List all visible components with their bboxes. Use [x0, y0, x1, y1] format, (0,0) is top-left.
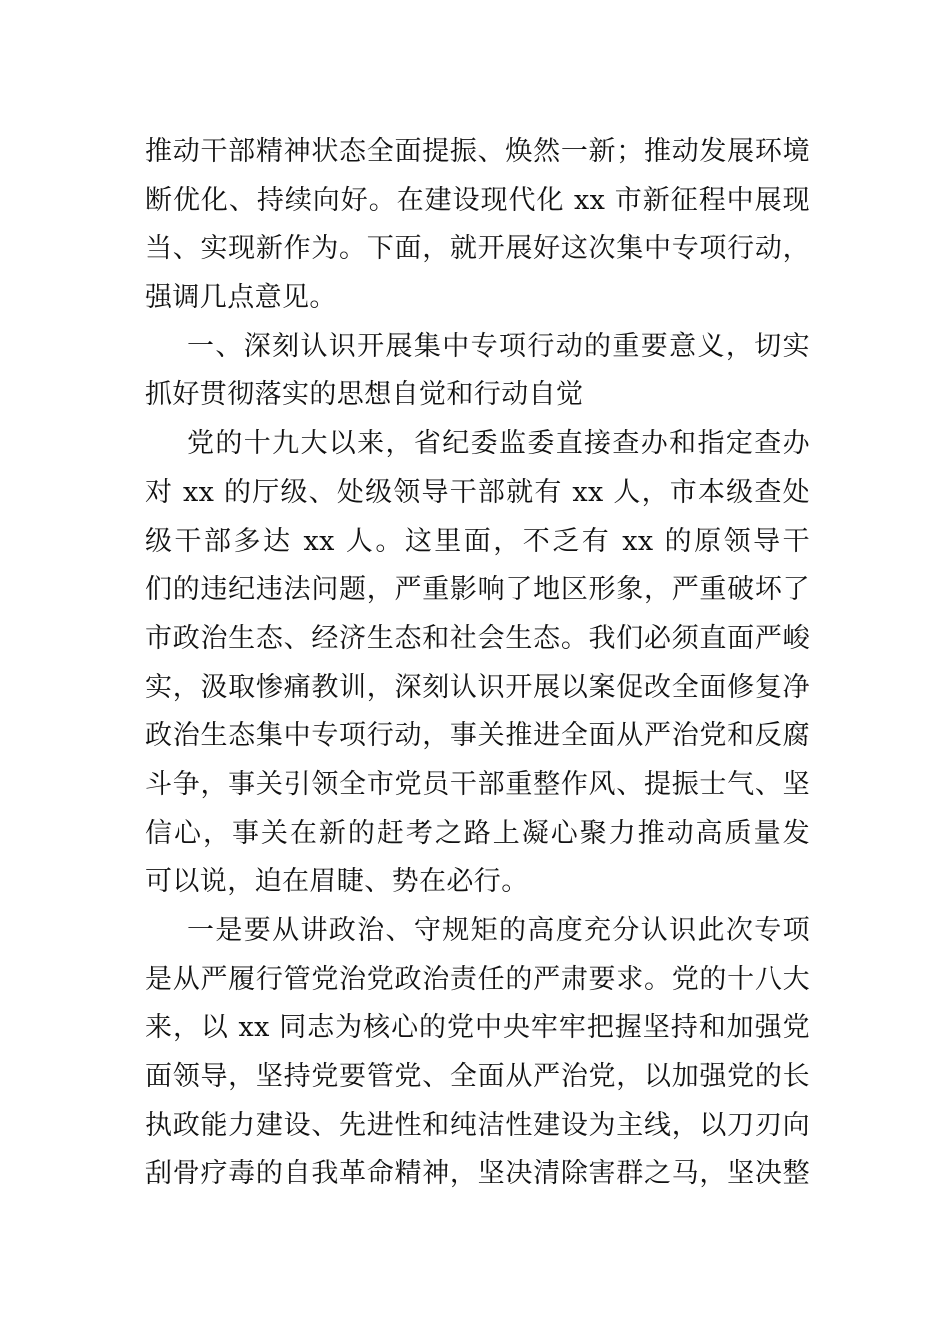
text-line: 斗争，事关引领全市党员干部重整作风、提振士气、坚 [145, 768, 810, 800]
document-body [145, 128, 810, 1199]
text-line: 来，以 xx 同志为核心的党中央牢牢把握坚持和加强党 [145, 1012, 810, 1044]
text-line: 当、实现新作为。下面，就开展好这次集中专项行动， [145, 233, 810, 265]
text-line: 信心，事关在新的赶考之路上凝心聚力推动高质量发 [145, 817, 810, 849]
text-line: 是从严履行管党治党政治责任的严肃要求。党的十八大 [145, 963, 810, 995]
section-heading-line: 一、深刻认识开展集中专项行动的重要意义，切实 [187, 330, 810, 362]
text-line: 断优化、持续向好。在建设现代化 xx 市新征程中展现 [145, 184, 810, 216]
text-line: 们的违纪违法问题，严重影响了地区形象，严重破坏了 [145, 574, 810, 606]
text-line: 执政能力建设、先进性和纯洁性建设为主线，以刀刃向 [145, 1109, 810, 1141]
text-line: 实，汲取惨痛教训，深刻认识开展以案促改全面修复净 [145, 671, 810, 703]
text-line: 推动干部精神状态全面提振、焕然一新；推动发展环境 [145, 136, 810, 167]
text-line: 强调几点意见。 [145, 282, 337, 314]
text-line: 对 xx 的厅级、处级领导干部就有 xx 人，市本级查处 [145, 476, 810, 508]
text-line: 一是要从讲政治、守规矩的高度充分认识此次专项 [187, 915, 810, 946]
text-line: 面领导，坚持党要管党、全面从严治党，以加强党的长 [145, 1061, 810, 1093]
text-line: 政治生态集中专项行动，事关推进全面从严治党和反腐 [145, 720, 810, 752]
text-line: 级干部多达 xx 人。这里面，不乏有 xx 的原领导干 [145, 525, 810, 557]
text-line: 可以说，迫在眉睫、势在必行。 [145, 866, 529, 898]
text-line: 刮骨疗毒的自我革命精神，坚决清除害群之马，坚决整 [145, 1158, 810, 1190]
text-line: 市政治生态、经济生态和社会生态。我们必须直面严峻 [145, 622, 810, 654]
section-heading-line: 抓好贯彻落实的思想自觉和行动自觉 [145, 379, 584, 411]
text-line: 党的十九大以来，省纪委监委直接查办和指定查办 [187, 428, 810, 460]
